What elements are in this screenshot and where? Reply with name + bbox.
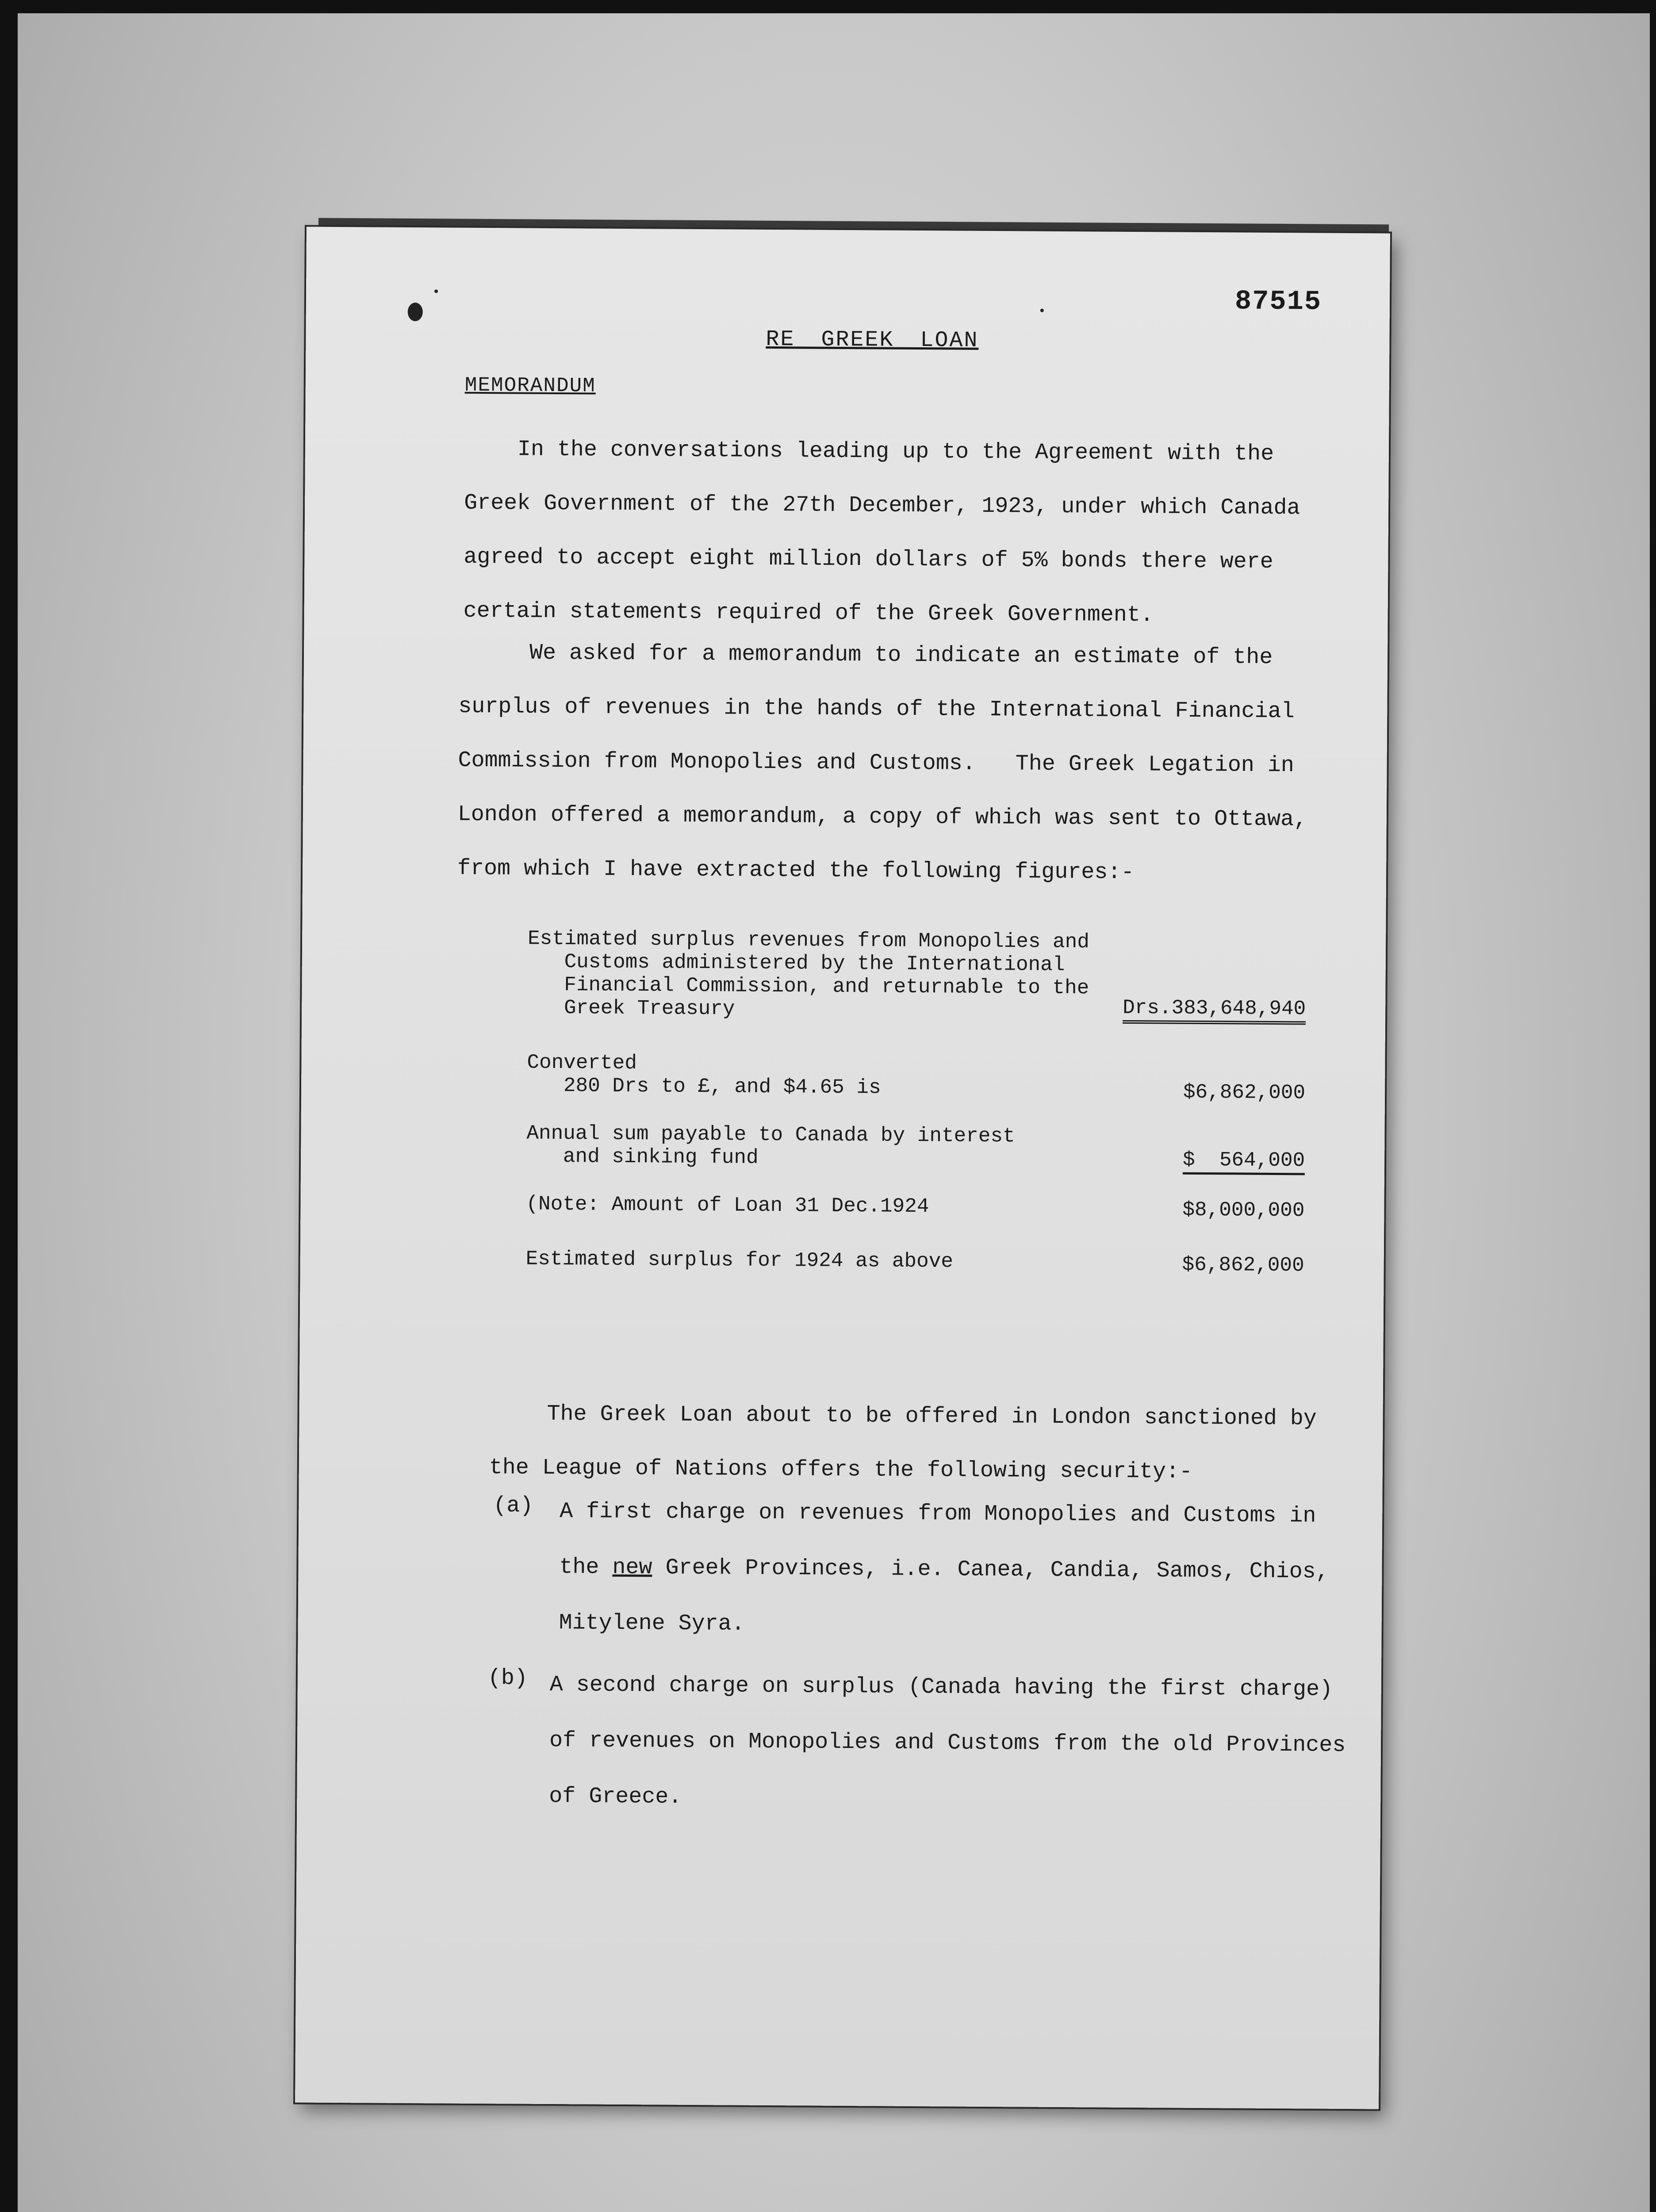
figure-description: Converted 280 Drs to £, and $4.65 is — [526, 1051, 881, 1099]
figure-value: $8,000,000 — [1182, 1198, 1305, 1222]
figure-description: Estimated surplus revenues from Monopolies and Customs administered by the International Financial Commission, and returnable to the Greek Treasury — [527, 927, 1090, 1021]
paragraph-3-first-line: The Greek Loan about to be offered in London sanctioned by — [547, 1401, 1317, 1432]
figure-row-converted — [527, 1051, 1306, 1105]
figures-table — [525, 927, 1306, 1295]
figure-row-estimated-surplus — [526, 1248, 1304, 1277]
film-border-top — [0, 0, 1656, 13]
figure-description: Estimated surplus for 1924 as above — [525, 1247, 954, 1273]
list-item-b: A second charge on surplus (Canada having the first charge) of revenues on Monopolies and Customs from the old Provinces of Greece. — [549, 1672, 1346, 1810]
paragraph-3-body: the League of Nations offers the following security:- — [489, 1455, 1193, 1485]
list-item-a — [559, 1484, 1330, 1656]
document-title: RE GREEK LOAN — [766, 326, 979, 353]
ink-speck — [1040, 309, 1044, 312]
figure-row-annual-sum — [526, 1122, 1305, 1175]
paragraph-2-first-line: We asked for a memorandum to indicate an estimate of the — [529, 640, 1273, 670]
figure-value: Drs.383,648,940 — [1123, 996, 1306, 1025]
figure-value: $6,862,000 — [1183, 1080, 1306, 1105]
list-marker-a: (a) — [493, 1493, 533, 1519]
figure-row-surplus-drachmas — [527, 927, 1306, 1025]
figure-value: $6,862,000 — [1182, 1253, 1304, 1277]
paragraph-2-body: surplus of revenues in the hands of the International Financial Commission from Monopolies and Customs. The Greek Legation in London offered a memorandum, a copy of which was sent to Ottawa, from which I have extracted the following figures:- — [457, 694, 1307, 886]
figure-description: Annual sum payable to Canada by interest and sinking fund — [526, 1121, 1015, 1169]
paragraph-1-body: Greek Government of the 27th December, 1923, under which Canada agreed to accept eight million dollars of 5% bonds there were certain statements required of the Greek Government. — [463, 490, 1300, 628]
list-item-a-emphasis: new — [612, 1555, 652, 1581]
memorandum-sheet — [295, 227, 1390, 2109]
paragraph-1-first-line: In the conversations leading up to the Agreement with the — [517, 437, 1274, 467]
film-border-left — [0, 0, 18, 2212]
film-border-right — [1650, 0, 1656, 2212]
figure-description: (Note: Amount of Loan 31 Dec.1924 — [526, 1192, 929, 1218]
list-item-a-text: A first charge on revenues from Monopolies and Customs in the — [559, 1499, 1316, 1580]
figure-row-loan-amount — [526, 1193, 1304, 1222]
document-number: 87515 — [1234, 285, 1322, 318]
ink-speck — [408, 303, 423, 321]
memorandum-label: MEMORANDUM — [464, 373, 596, 398]
list-item-a-text-continued: Greek Provinces, i.e. Canea, Candia, Samos, Chios, Mitylene Syra. — [559, 1555, 1329, 1637]
figure-value: $ 564,000 — [1183, 1148, 1305, 1175]
ink-speck — [434, 289, 438, 293]
list-marker-b: (b) — [487, 1666, 528, 1691]
